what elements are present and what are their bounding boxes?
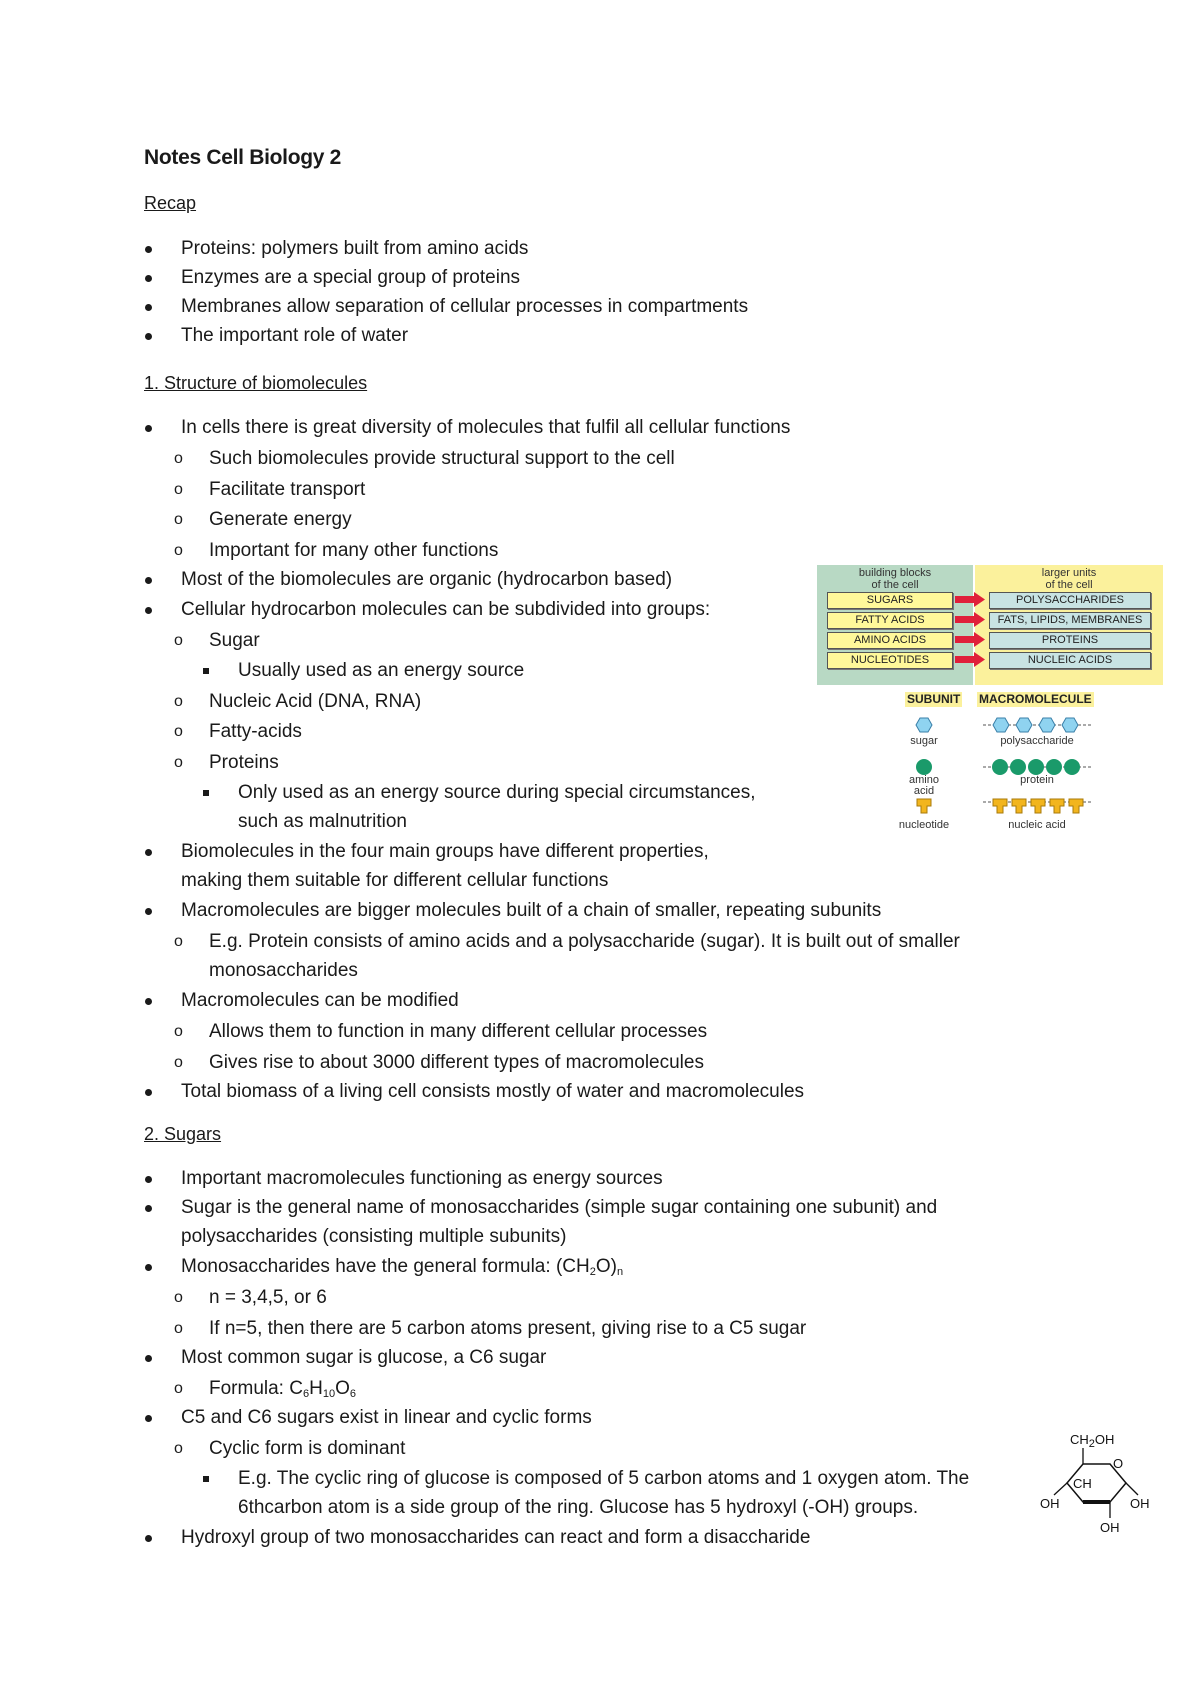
polysaccharide-icon bbox=[983, 718, 1091, 732]
sub-bullet-icon: o bbox=[174, 1023, 183, 1040]
subunit-header: SUBUNIT bbox=[907, 692, 961, 706]
list-item: Fatty-acids bbox=[209, 721, 302, 742]
list-item: Gives rise to about 3000 different types of macromolecules bbox=[209, 1052, 704, 1073]
bullet-icon bbox=[145, 1355, 152, 1362]
list-item: Proteins bbox=[209, 752, 279, 773]
sub-bullet-icon: o bbox=[174, 693, 183, 710]
bullet-icon bbox=[145, 1176, 152, 1183]
nucleotide-label: nucleotide bbox=[898, 819, 950, 831]
sugar-label: sugar bbox=[910, 735, 938, 747]
sub-bullet-icon: o bbox=[174, 511, 183, 528]
glucose-ring-icon bbox=[1040, 1432, 1150, 1542]
list-item-formula: Formula: $C_6H_{10}O_6$ bbox=[209, 1378, 356, 1400]
list-item: Cyclic form is dominant bbox=[209, 1438, 406, 1459]
oh-bottom-label: OH bbox=[1100, 1520, 1120, 1535]
list-item-formula: Monosaccharides have the general formula: $(CH_2O)_n$ bbox=[181, 1256, 624, 1278]
sugar-hexagon-icon bbox=[916, 718, 932, 732]
larger-units-header: larger units of the cell bbox=[1041, 567, 1097, 591]
sub-bullet-icon: o bbox=[174, 723, 183, 740]
oh-left-label: OH bbox=[1040, 1496, 1060, 1511]
list-item: E.g. The cyclic ring of glucose is composed of 5 carbon atoms and 1 oxygen atom. The bbox=[238, 1468, 970, 1489]
bullet-icon bbox=[145, 425, 152, 432]
list-item: The important role of water bbox=[181, 325, 409, 346]
unit-nucleic-acids: NUCLEIC ACIDS bbox=[989, 652, 1151, 669]
list-item: Hydroxyl group of two monosaccharides can react and form a disaccharide bbox=[181, 1527, 811, 1548]
sub-bullet-icon: o bbox=[174, 1289, 183, 1306]
bullet-icon bbox=[145, 1535, 152, 1542]
unit-proteins: PROTEINS bbox=[989, 632, 1151, 649]
bullet-icon bbox=[145, 333, 152, 340]
macromolecule-header: MACROMOLECULE bbox=[979, 692, 1092, 706]
bullet-icon bbox=[145, 577, 152, 584]
list-item: Macromolecules can be modified bbox=[181, 990, 459, 1011]
list-item-continued: monosaccharides bbox=[209, 960, 358, 981]
acid-label: acid bbox=[913, 785, 935, 797]
square-bullet-icon bbox=[203, 668, 209, 674]
sub-bullet-icon: o bbox=[174, 481, 183, 498]
bullet-icon bbox=[145, 246, 152, 253]
sub-bullet-icon: o bbox=[174, 632, 183, 649]
arrow-icon bbox=[954, 612, 986, 627]
list-item: Membranes allow separation of cellular processes in compartments bbox=[181, 296, 749, 317]
list-item: Important macromolecules functioning as energy sources bbox=[181, 1168, 663, 1189]
bullet-icon bbox=[145, 1205, 152, 1212]
list-item: Facilitate transport bbox=[209, 479, 366, 500]
sub-bullet-icon: o bbox=[174, 1320, 183, 1337]
page-title: Notes Cell Biology 2 bbox=[144, 146, 342, 169]
nucleic-acid-icon bbox=[983, 799, 1093, 813]
square-bullet-icon bbox=[203, 1476, 209, 1482]
list-item: Enzymes are a special group of proteins bbox=[181, 267, 521, 288]
biomolecules-figure bbox=[817, 565, 1163, 833]
list-item-continued: 6thcarbon atom is a side group of the ring. Glucose has 5 hydroxyl (-OH) groups. bbox=[238, 1497, 919, 1518]
amino-acid-icon bbox=[916, 759, 932, 775]
bullet-icon bbox=[145, 849, 152, 856]
list-item: Sugar is the general name of monosaccharides (simple sugar containing one subunit) and bbox=[181, 1197, 938, 1218]
unit-polysaccharides: POLYSACCHARIDES bbox=[989, 592, 1151, 609]
block-sugars: SUGARS bbox=[827, 592, 953, 609]
list-item: n = 3,4,5, or 6 bbox=[209, 1287, 327, 1308]
bullet-icon bbox=[145, 908, 152, 915]
ch-label: CH bbox=[1073, 1476, 1092, 1491]
nucleotide-icon bbox=[917, 799, 931, 813]
ch2oh-label: $CH_2OH$ bbox=[1070, 1432, 1115, 1450]
sub-bullet-icon: o bbox=[174, 933, 183, 950]
protein-label: protein bbox=[1020, 774, 1054, 786]
section2-heading: 2. Sugars bbox=[144, 1124, 222, 1144]
square-bullet-icon bbox=[203, 790, 209, 796]
list-item: Usually used as an energy source bbox=[238, 660, 525, 681]
subunit-macromolecule-diagram bbox=[817, 710, 1163, 833]
list-item: Sugar bbox=[209, 630, 260, 651]
amino-label: amino bbox=[909, 774, 939, 786]
bullet-icon bbox=[145, 275, 152, 282]
bullet-icon bbox=[145, 607, 152, 614]
list-item-continued: such as malnutrition bbox=[238, 811, 407, 832]
list-item: Most common sugar is glucose, a C6 sugar bbox=[181, 1347, 547, 1368]
list-item: In cells there is great diversity of molecules that fulfil all cellular functions bbox=[181, 417, 791, 438]
sub-bullet-icon: o bbox=[174, 754, 183, 771]
list-item: Nucleic Acid (DNA, RNA) bbox=[209, 691, 422, 712]
sub-bullet-icon: o bbox=[174, 450, 183, 467]
building-blocks-header: building blocks of the cell bbox=[858, 567, 932, 591]
arrow-icon bbox=[954, 652, 986, 667]
list-item: E.g. Protein consists of amino acids and a polysaccharide (sugar). It is built out of smaller bbox=[209, 931, 960, 952]
list-item: Such biomolecules provide structural support to the cell bbox=[209, 448, 675, 469]
bullet-icon bbox=[145, 304, 152, 311]
list-item: Most of the biomolecules are organic (hydrocarbon based) bbox=[181, 569, 673, 590]
polysaccharide-label: polysaccharide bbox=[1000, 735, 1074, 747]
glucose-ring-figure bbox=[1040, 1432, 1150, 1542]
arrow-icon bbox=[954, 592, 986, 607]
bullet-icon bbox=[145, 1089, 152, 1096]
list-item-continued: polysaccharides (consisting multiple subunits) bbox=[181, 1226, 567, 1247]
bullet-icon bbox=[145, 998, 152, 1005]
nucleic-acid-label: nucleic acid bbox=[1008, 819, 1066, 831]
oh-right-label: OH bbox=[1130, 1496, 1150, 1511]
list-item: Important for many other functions bbox=[209, 540, 499, 561]
sub-bullet-icon: o bbox=[174, 1380, 183, 1397]
section1-heading: 1. Structure of biomolecules bbox=[144, 373, 368, 393]
bullet-icon bbox=[145, 1415, 152, 1422]
protein-icon bbox=[983, 759, 1093, 775]
sub-bullet-icon: o bbox=[174, 1440, 183, 1457]
arrow-icon bbox=[954, 632, 986, 647]
sub-bullet-icon: o bbox=[174, 1054, 183, 1071]
recap-heading: Recap bbox=[144, 193, 197, 213]
sub-bullet-icon: o bbox=[174, 542, 183, 559]
list-item: Total biomass of a living cell consists mostly of water and macromolecules bbox=[181, 1081, 805, 1102]
list-item: Proteins: polymers built from amino acids bbox=[181, 238, 529, 259]
unit-fats-lipids-membranes: FATS, LIPIDS, MEMBRANES bbox=[989, 612, 1151, 629]
list-item: If n=5, then there are 5 carbon atoms present, giving rise to a C5 sugar bbox=[209, 1318, 807, 1339]
list-item: Macromolecules are bigger molecules built of a chain of smaller, repeating subunits bbox=[181, 900, 882, 921]
bullet-icon bbox=[145, 1264, 152, 1271]
list-item: Cellular hydrocarbon molecules can be subdivided into groups: bbox=[181, 599, 711, 620]
list-item: C5 and C6 sugars exist in linear and cyclic forms bbox=[181, 1407, 592, 1428]
list-item: Only used as an energy source during special circumstances, bbox=[238, 782, 756, 803]
list-item: Biomolecules in the four main groups have different properties, bbox=[181, 841, 709, 862]
block-nucleotides: NUCLEOTIDES bbox=[827, 652, 953, 669]
list-item: Generate energy bbox=[209, 509, 352, 530]
block-amino-acids: AMINO ACIDS bbox=[827, 632, 953, 649]
ring-oxygen-label: O bbox=[1113, 1456, 1124, 1471]
list-item-continued: making them suitable for different cellular functions bbox=[181, 870, 609, 891]
block-fatty-acids: FATTY ACIDS bbox=[827, 612, 953, 629]
list-item: Allows them to function in many different cellular processes bbox=[209, 1021, 708, 1042]
